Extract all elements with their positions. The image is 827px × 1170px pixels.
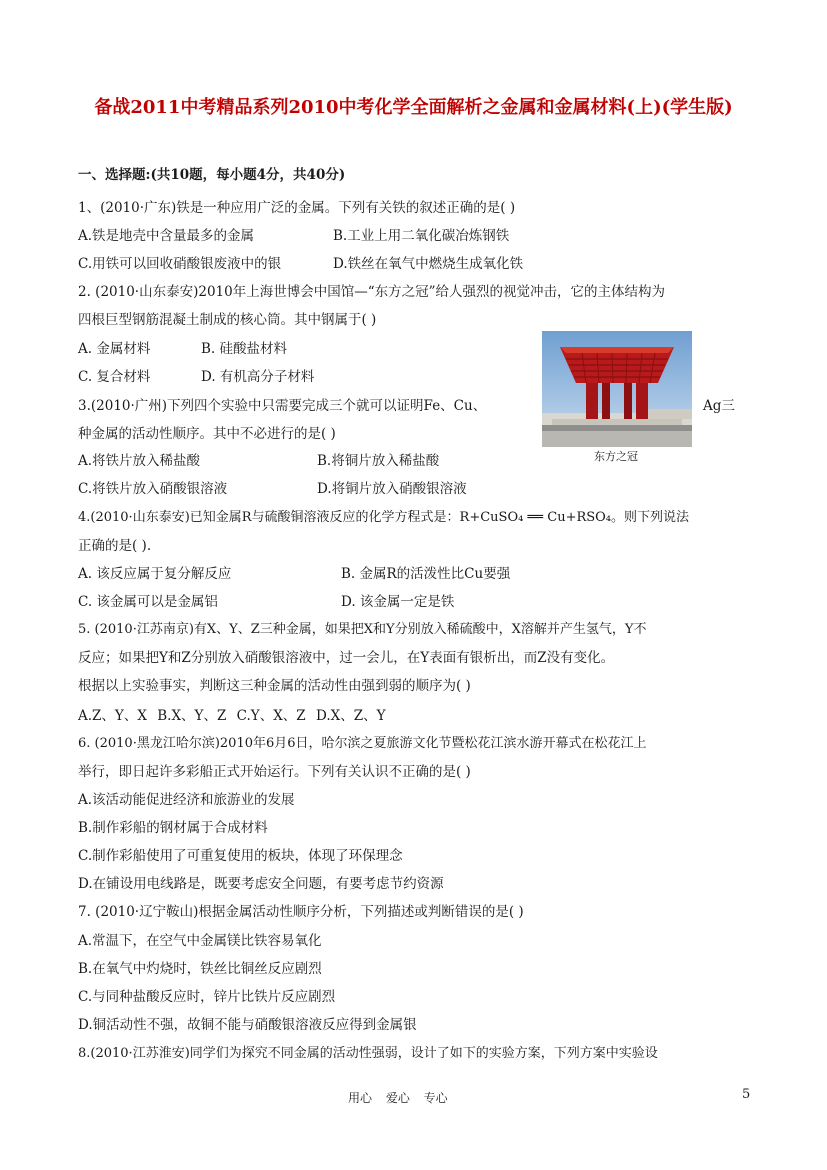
question-7-option-c: C.与同种盐酸反应时，锌片比铁片反应剧烈 — [78, 989, 336, 1005]
question-7-option-b: B.在氧气中灼烧时，铁丝比铜丝反应剧烈 — [78, 961, 322, 977]
question-7-option-a: A.常温下，在空气中金属镁比铁容易氧化 — [78, 933, 322, 949]
question-6-stem-line2: 举行，即日起许多彩船正式开始运行。下列有关认识不正确的是( ) — [78, 764, 471, 780]
page-footer: 用心 爱心 专心 — [348, 1091, 448, 1105]
question-6-option-a: A.该活动能促进经济和旅游业的发展 — [78, 792, 295, 808]
question-7-option-d: D.铜活动性不强，故铜不能与硝酸银溶液反应得到金属银 — [78, 1017, 417, 1033]
page-number: 5 — [742, 1087, 751, 1102]
figure-caption: 东方之冠 — [594, 450, 638, 463]
question-6-option-d: D.在铺设用电线路是，既要考虑安全问题，有要考虑节约资源 — [78, 876, 444, 892]
question-5-options: A.Z、Y、X B.X、Y、Z C.Y、X、Z D.X、Z、Y — [78, 708, 386, 724]
question-3-option-c: C.将铁片放入硝酸银溶液 — [78, 481, 228, 497]
question-5-stem-line1: 5. (2010·江苏南京)有X、Y、Z三种金属，如果把X和Y分别放入稀硫酸中，X溶解并产生氢气，Y不 — [78, 622, 647, 637]
page-title: 备战2011中考精品系列2010中考化学全面解析之金属和金属材料(上)(学生版) — [94, 97, 733, 118]
question-3-stem-line1-tail: Ag三 — [703, 398, 735, 414]
question-1-option-c: C.用铁可以回收硝酸银废液中的银 — [78, 256, 282, 272]
question-4-stem-line2: 正确的是( ). — [78, 538, 152, 554]
question-2-stem-line2: 四根巨型钢筋混凝土制成的核心筒。其中钢属于( ) — [78, 312, 377, 328]
question-6-stem-line1: 6. (2010·黑龙江哈尔滨)2010年6月6日，哈尔滨之夏旅游文化节暨松花江滨水游开幕式在松花江上 — [78, 736, 647, 751]
question-1-option-d: D.铁丝在氧气中燃烧生成氧化铁 — [333, 256, 524, 272]
section-heading: 一、选择题:(共10题，每小题4分，共40分) — [78, 167, 346, 183]
question-1-option-b: B.工业上用二氧化碳冶炼钢铁 — [333, 228, 510, 244]
question-3-stem-line1: 3.(2010·广州)下列四个实验中只需要完成三个就可以证明Fe、Cu、 — [78, 398, 487, 414]
question-1-stem: 1、(2010·广东)铁是一种应用广泛的金属。下列有关铁的叙述正确的是( ) — [78, 200, 516, 216]
question-4-option-c: C. 该金属可以是金属铝 — [78, 594, 218, 610]
question-4-option-d: D. 该金属一定是铁 — [341, 594, 455, 610]
question-3-option-b: B.将铜片放入稀盐酸 — [317, 453, 440, 469]
question-6-option-b: B.制作彩船的钢材属于合成材料 — [78, 820, 268, 836]
question-2-option-a: A. 金属材料 — [78, 341, 151, 357]
china-pavilion-photo — [542, 331, 692, 447]
question-4-stem-line1: 4.(2010·山东泰安)已知金属R与硫酸铜溶液反应的化学方程式是：R+CuSO₄ ══ Cu+RSO₄。则下列说法 — [78, 510, 690, 525]
question-2-option-c: C. 复合材料 — [78, 369, 151, 385]
question-2-option-b: B. 硅酸盐材料 — [201, 341, 288, 357]
question-2-option-d: D. 有机高分子材料 — [201, 369, 315, 385]
question-5-stem-line3: 根据以上实验事实，判断这三种金属的活动性由强到弱的顺序为( ) — [78, 678, 471, 694]
question-1-option-a: A.铁是地壳中含量最多的金属 — [78, 228, 255, 244]
question-3-option-d: D.将铜片放入硝酸银溶液 — [317, 481, 467, 497]
question-3-option-a: A.将铁片放入稀盐酸 — [78, 453, 201, 469]
question-7-stem: 7. (2010·辽宁鞍山)根据金属活动性顺序分析，下列描述或判断错误的是( ) — [78, 904, 524, 920]
question-4-option-b: B. 金属R的活泼性比Cu要强 — [341, 566, 511, 582]
question-6-option-c: C.制作彩船使用了可重复使用的板块，体现了环保理念 — [78, 848, 403, 864]
question-3-stem-line2: 种金属的活动性顺序。其中不必进行的是( ) — [78, 426, 336, 442]
question-4-option-a: A. 该反应属于复分解反应 — [78, 566, 232, 582]
question-8-stem: 8.(2010·江苏淮安)同学们为探究不同金属的活动性强弱，设计了如下的实验方案，下列方案中实验设 — [78, 1046, 658, 1061]
question-5-stem-line2: 反应；如果把Y和Z分别放入硝酸银溶液中，过一会儿，在Y表面有银析出，而Z没有变化。 — [78, 650, 615, 666]
question-2-stem-line1: 2. (2010·山东泰安)2010年上海世博会中国馆—“东方之冠”给人强烈的视觉冲击，它的主体结构为 — [78, 284, 666, 300]
